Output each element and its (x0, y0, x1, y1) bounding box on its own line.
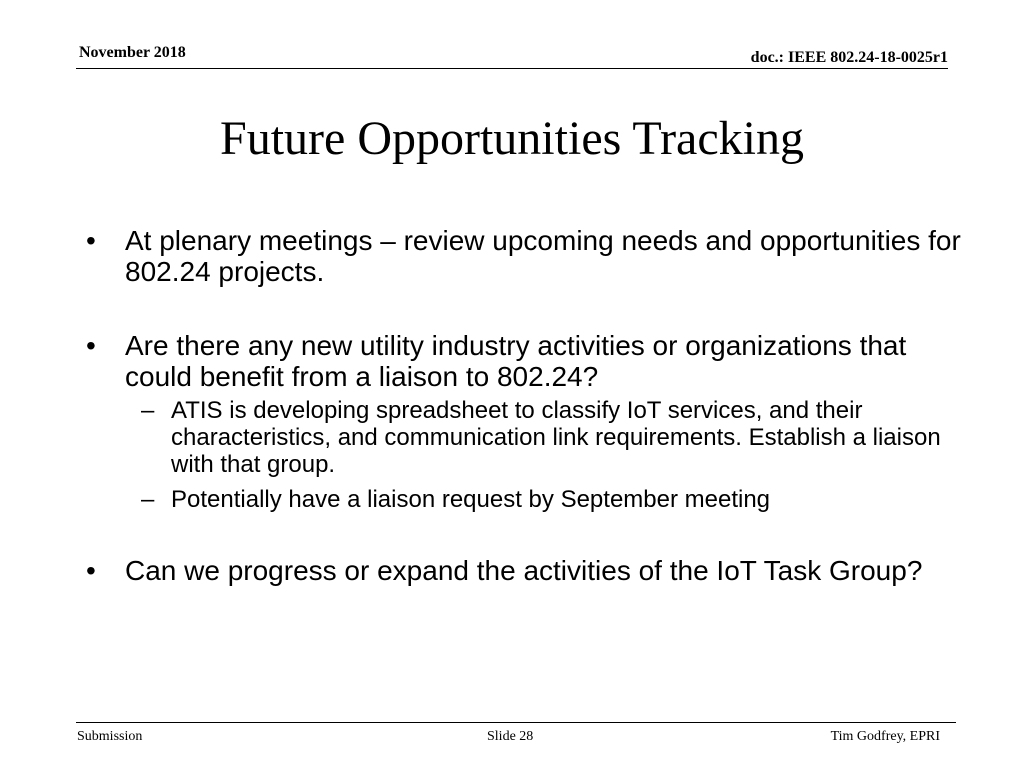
sub-bullet-marker: – (141, 486, 155, 513)
header-date: November 2018 (79, 44, 186, 61)
bullet-marker: • (86, 330, 96, 361)
header-divider (76, 68, 948, 69)
sub-bullet-text: ATIS is developing spreadsheet to classify IoT services, and their characteristics, and communication link requirements. Establish a liaison with that group. (171, 397, 941, 478)
footer-slide-number: Slide 28 (487, 729, 534, 744)
footer-author: Tim Godfrey, EPRI (830, 729, 940, 744)
footer-submission: Submission (77, 729, 143, 744)
bullet-marker: • (86, 225, 96, 256)
footer-divider (76, 722, 956, 723)
bullet-text: At plenary meetings – review upcoming needs and opportunities for 802.24 projects. (125, 225, 961, 287)
header-doc-id: doc.: IEEE 802.24-18-0025r1 (750, 49, 948, 66)
bullet-marker: • (86, 555, 96, 586)
bullet-text: Can we progress or expand the activities of the IoT Task Group? (125, 555, 923, 586)
sub-bullet-marker: – (141, 397, 155, 424)
slide-title: Future Opportunities Tracking (220, 112, 804, 165)
sub-bullet-text: Potentially have a liaison request by September meeting (171, 486, 771, 513)
bullet-text: Are there any new utility industry activities or organizations that could benefit from a liaison to 802.24? (125, 330, 907, 392)
